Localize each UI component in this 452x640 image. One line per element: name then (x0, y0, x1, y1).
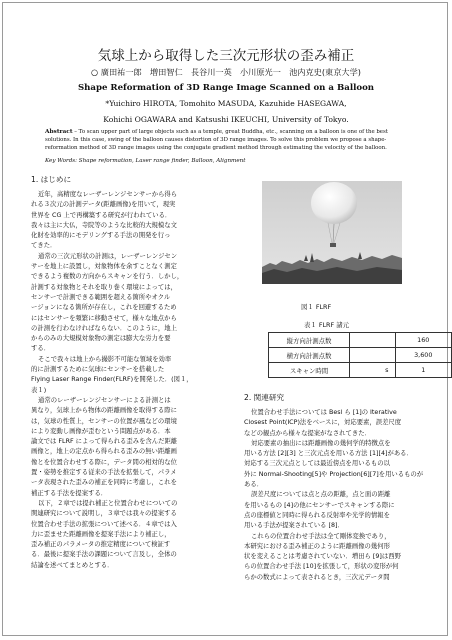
table-cell-unit (350, 348, 395, 363)
paragraph-line: 像とを位置合わせする際に，データ間の相対的な位 (31, 458, 177, 466)
paragraph-line: ージョンになる箇所が存在し，これを回避するため (31, 304, 177, 312)
paragraph-line: 歪み補正のパラメータの推定精度について検証す (31, 541, 171, 549)
paragraph-line: 対応する三次元点としては最近傍点を用いるもの以 (244, 460, 390, 468)
balloon-photo (262, 181, 402, 284)
paragraph-line: 異なり，気球上から物体の距離画像を取得する際に (31, 407, 177, 415)
table-cell-label: スキャン時間 (269, 363, 350, 378)
paragraph-line: できるよう複数の方向からスキャンを行う．しかし， (31, 273, 184, 281)
paragraph-line: 位置合わせ手法の拡張について述べる．４章では入 (31, 520, 177, 528)
abstract: Abstract – To scan upper part of large objects such as a temple, great Buddha, etc., scanning on a balloon is one of the best solutions. In this case, swing of the balloon causes distortion of 3D range images. To solve this problem we propose a shape-reformation method of 3D range images using the conjugate gradient method through estimating the velocity of the balloon. (45, 129, 388, 151)
keywords: Key Words: Shape reformation, Laser range finder, Balloon, Alignment (45, 158, 246, 164)
table-1-caption: 表１ FLRF 諸元 (304, 321, 349, 329)
table-row (269, 348, 452, 363)
paragraph-line: にはセンサーを頻繁に移動させて，様々な地点から (31, 314, 177, 322)
paragraph-line: 世界を CG 上で再構築する研究が行われている． (31, 211, 172, 219)
paragraph-line: などの観点から様々な提案がなされてきた． (244, 429, 371, 437)
figure-1-caption: 図１ FLRF (301, 303, 332, 311)
paragraph-line: 論文では FLRF によって得られる歪みを含んだ距離 (31, 438, 178, 446)
paragraph-line: 計測する対象物とそれを取り巻く環境によっては， (31, 283, 177, 291)
paragraph-line: らかの数式によって表されるとき，三次元データ間 (244, 573, 390, 581)
paragraph-line: の計測を行わなければならない．このように，地上 (31, 324, 177, 332)
section-2-body (244, 408, 423, 583)
paragraph-line: を用いるもの [4]の他にセンサーでスキャンする際に (244, 501, 395, 509)
paragraph-line: 置・姿勢を推定する従来の手法を拡張して，パラメ (31, 469, 177, 477)
paragraph-line: ある． (244, 481, 264, 489)
paragraph-line: 状を変えることは考慮されていない．増田ら [9]は西野 (244, 553, 401, 561)
paragraph-line: 画像と，地上の定点から得られる歪みの無い距離画 (31, 448, 177, 456)
paragraph-line: 結論を述べてまとめとする． (31, 561, 114, 569)
table-row (269, 363, 452, 378)
paragraph-line: 補正する手法を提案する． (31, 489, 108, 497)
paragraph-line: は，気球の性質上，センサーの位置が風などの環境 (31, 417, 177, 425)
paragraph-line: 本研究における歪み補正のように距離画像の幾何形 (244, 542, 390, 550)
paragraph-line: る．最後に提案手法の課題について言及し，全体の (31, 551, 177, 559)
paragraph-line: からのみの大規模対象物の測定は膨大な労力を要 (31, 335, 171, 343)
paragraph-line: 通常の三次元形状の計測は，レーザーレンジセン (38, 252, 178, 260)
table-row (269, 333, 452, 348)
paper-title-en: Shape Reformation of 3D Range Image Scanned on a Balloon (77, 83, 375, 93)
flrf-spec-table (268, 332, 452, 378)
paragraph-line: 点の座標値と同時に得られる反射率や光学的情報を (244, 511, 390, 519)
paragraph-line: Closest Point(ICP)法をベースに，対応要素，誤差尺度 (244, 419, 402, 427)
paragraph-line: 力に歪ませた距離画像を提案手法により補正し， (31, 530, 171, 538)
table-cell-value: 3,600 (395, 348, 452, 363)
abstract-text: To scan upper part of large objects such as a temple, great Buddha, etc., scanning on a balloon is one of the best solutions. In this case, swing of the balloon causes distortion of 3D range images. To solve this problem we propose a shape-reformation method of 3D range images using the conjugate gradient method through estimating the velocity of the balloon. (45, 129, 388, 151)
section-1-body (31, 190, 193, 571)
authors-jp: ○ 廣田祐一郎 増田智仁 長谷川一英 小川原光一 池内克史(東京大学) (91, 67, 361, 77)
paragraph-line: 近年，高精度なレーザーレンジセンサーから得ら (38, 191, 178, 198)
paragraph-line: そこで我々は地上から撮影不可能な領域を効率 (38, 355, 172, 363)
affiliation-en: Kohichi OGAWARA and Katsushi IKEUCHI, University of Tokyo. (103, 115, 349, 124)
paragraph-line: 用いる手法が提案されている [8]． (244, 522, 344, 530)
paragraph-line: らの位置合わせ手法 [10]を拡張して，形状の変形が何 (244, 563, 399, 571)
paragraph-line: 表１) (31, 386, 47, 394)
paragraph-line: 化財を効率的にモデリングする手法の開発を行っ (31, 232, 171, 240)
paragraph-line: 以下，２章では提れ補正と位置合わせについての (38, 499, 178, 507)
paragraph-line: Flying Laser Range Finder(FLRF)を開発した．(図１， (31, 376, 193, 384)
paragraph-line: 用いる方法 [2][3] と三次元点を用いる方法 [1][4]がある． (244, 450, 413, 458)
paragraph-line: れる３次元の計測データ(距離画像)を用いて，現実 (31, 201, 176, 209)
paragraph-line: 我々は主に大仏，寺院等のような比較的大規模な文 (31, 221, 177, 229)
paragraph-line: 対応要素の抽出には距離画像の幾何学的特徴点を (251, 439, 391, 447)
paragraph-line: により変動し画像が歪むという問題点がある．本 (31, 427, 171, 435)
section-1-heading: 1. はじめに (31, 175, 72, 184)
paragraph-line: てきた． (31, 242, 57, 250)
paragraph-line: 通常のレーザーレンジセンサーによる計測とは (38, 396, 171, 404)
balloon-photo-image (262, 181, 402, 284)
authors-en: *Yuichiro HIROTA, Tomohito MASUDA, Kazuhide HASEGAWA, (105, 99, 347, 108)
paragraph-line: 的に計測するために気球にセンサーを搭載した (31, 366, 165, 374)
table-cell-value: 1 (395, 363, 452, 378)
paragraph-line: 誤差尺度については点と点の距離，点と面の距離 (251, 491, 391, 499)
table-cell-value: 160 (395, 333, 452, 348)
paragraph-line: ータ表現された歪みの補正を同時に考慮し，これを (31, 479, 177, 487)
paragraph-line: 外に Normal-Shooting[5]や Projection[6][7]を用いるものが (244, 470, 424, 478)
paragraph-line: する． (31, 345, 51, 353)
abstract-label: Abstract (45, 129, 73, 135)
paper-title-jp: 気球上から取得した三次元形状の歪み補正 (97, 48, 355, 64)
table-cell-unit: s (350, 363, 395, 378)
paragraph-line: サーを地上に設置し，対象物体を余すことなく測定 (31, 263, 177, 271)
paragraph-line: センサーで計測できる範囲を超える箇所やオクル (31, 293, 171, 301)
section-2-heading: 2. 関連研究 (244, 393, 285, 402)
paragraph-line: これらの位置合わせ手法は全て剛体変換であり， (251, 532, 391, 540)
table-cell-label: 縦方向計測点数 (269, 333, 350, 348)
table-cell-label: 横方向計測点数 (269, 348, 350, 363)
table-cell-unit (350, 333, 395, 348)
paragraph-line: 位置合わせ手法については Besl ら [1]の Iterative (251, 409, 397, 416)
paragraph-line: 関連研究について説明し，３章では我々の提案する (31, 510, 177, 518)
